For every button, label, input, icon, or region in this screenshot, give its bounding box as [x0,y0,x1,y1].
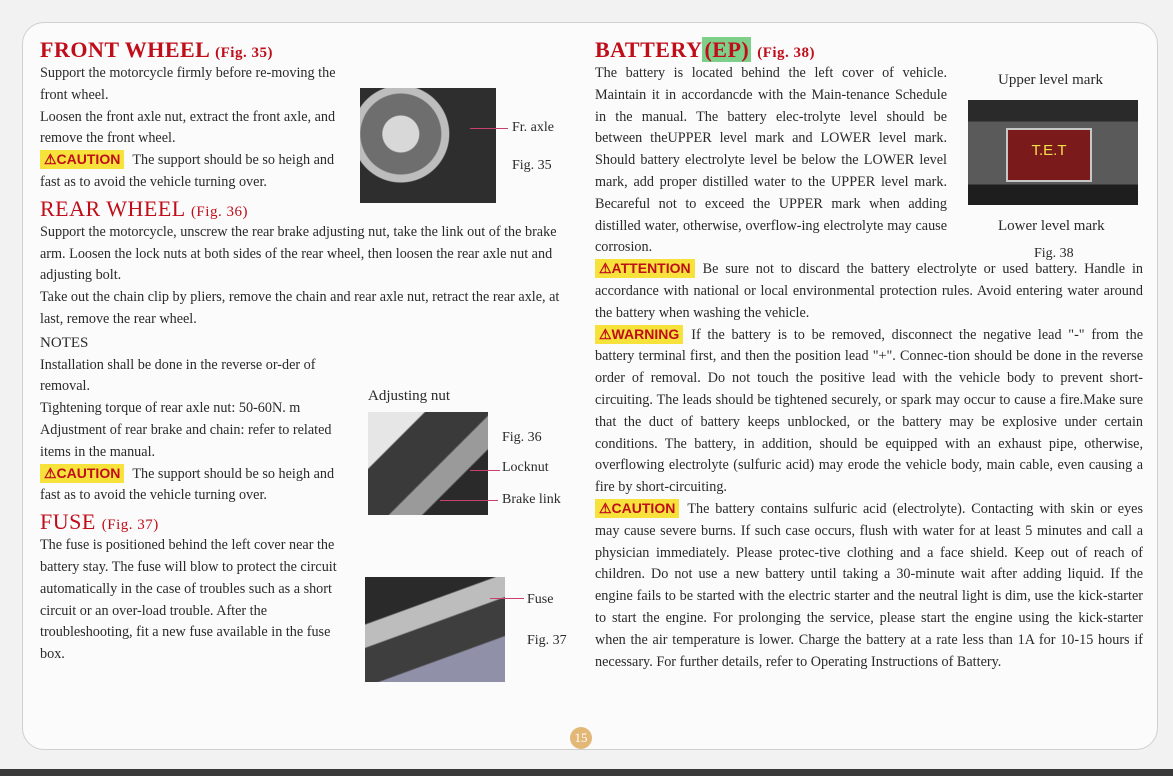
warning-text: If the battery is to be removed, disconnect the negative lead "-" from the battery terminal first, and then the position lead "+". Connec-tion should be done in the reverse order of removal. Do not touch the positive lead with the vehicle body to prevent short-circuiting. The leads should be tightened securely, or spark may occur to cause a fire.Make sure that the duct of battery keeps unblocked, or the battery may be explosive under certain conditions. The battery, in addition, should be equipped with an exhaust pipe, otherwise, overflowing electrolyte (sulfuric acid) may erode the vehicle body, main cable, even causing a fire by short-circuiting. [595,326,1143,496]
front-wheel-photo [360,88,496,203]
fuse-heading [40,509,580,535]
battery-brand-logo: T.E.T [1031,142,1067,159]
rear-wheel-heading [40,196,580,222]
battery-heading [595,37,1143,63]
page-number: 15 [570,727,592,749]
fig35-axle-label: Fr. axle [512,120,554,135]
fig36-caption: Fig. 36 [502,430,542,445]
battery-fig-ref: (Fig. 38) [757,45,816,61]
rear-wheel-caution [40,464,345,508]
fig38-lower-label: Lower level mark [998,218,1105,234]
battery-warning [595,325,1143,499]
caution-badge: ⚠CAUTION [595,499,679,518]
notes-p1: Installation shall be done in the reverse or-der of removal. [40,356,316,395]
front-wheel-fig-ref: (Fig. 35) [215,45,273,61]
front-wheel-heading [40,37,580,63]
rear-wheel-title: REAR WHEEL [40,195,185,221]
warning-badge: ⚠WARNING [595,325,683,344]
scan-edge [0,769,1173,776]
front-wheel-p2: Loosen the front axle nut, extract the front axle, and remove the front wheel. [40,108,336,147]
battery-title: BATTERY [595,37,703,62]
fig38-caption: Fig. 38 [1034,246,1074,261]
leader-line [490,598,524,599]
caution-text: The support should be so heigh and fast as to avoid the vehicle turning over. [40,152,335,190]
front-wheel-caution [40,150,345,194]
leader-line [440,500,498,501]
fuse-fig-ref: (Fig. 37) [101,517,159,534]
fig36-brake-link-label: Brake link [502,492,561,507]
fig36-locknut-label: Locknut [502,460,549,475]
caution-text: The support should be so heigh and fast as to avoid the vehicle turning over. [40,465,335,504]
leader-line [470,470,500,471]
fig35-caption: Fig. 35 [512,158,552,173]
attention-badge: ⚠ATTENTION [595,259,695,278]
battery-caution [595,499,1143,673]
rear-wheel-p1: Support the motorcycle, unscrew the rear brake adjusting nut, take the link out of the brake arm. Loosen the lock nuts at both sides of the rear wheel, then loosen the rear axle nut and adjusting bolt. [40,223,557,284]
fuse-p1: The fuse is positioned behind the left cover near the battery stay. The fuse will blow to protect the circuit automatically in the case of troubles such as a short circuit or an over-load trouble. After the troubleshooting, fit a new fuse available in the fuse box. [40,537,337,663]
front-wheel-p1: Support the motorcycle firmly before re-moving the front wheel. [40,65,336,103]
leader-line [470,128,508,129]
rear-wheel-fig-ref: (Fig. 36) [190,203,248,220]
battery-ep-tag: (EP) [704,37,750,62]
fuse-photo [365,577,505,682]
left-column [40,37,580,666]
caution-badge: ⚠CAUTION [40,464,124,483]
battery-photo [968,100,1138,205]
battery-label-panel [1006,128,1092,182]
notes-heading: NOTES [40,334,89,351]
front-wheel-title: FRONT WHEEL [40,37,210,62]
notes-p2: Tightening torque of rear axle nut: 50-60N. m Adjustment of rear brake and chain: refer to related items in the manual. [40,400,332,460]
attention-text: Be sure not to discard the battery electrolyte or used battery. Handle in accordance with national or local environmental protection rules. Avoid entering water around the battery when washing the vehicle. [595,261,1143,321]
rear-wheel-p2: Take out the chain clip by pliers, remove the chain and rear axle nut, retract the rear axle, at last, remove the rear wheel. [40,289,560,327]
fig37-caption: Fig. 37 [527,633,567,648]
fig38-upper-label: Upper level mark [998,72,1103,88]
caution-badge: ⚠CAUTION [40,150,124,169]
fuse-title: FUSE [40,509,96,535]
battery-p1: The battery is located behind the left cover of vehicle. Maintain it in accordancde with the Main-tenance Schedule in the manual. The battery elec-trolyte level should be between theUPPER level mark and LOWER level mark. Should battery electrolyte level be below the LOWER level mark, add proper distilled water to the UPPER level mark. Becareful not to exceed the UPPER mark when adding distilled water, otherwise, overflow-ing electrolyte may cause corrosion. [595,65,947,256]
caution-text: The battery contains sulfuric acid (electrolyte). Contacting with skin or eyes may cause severe burns. If such case occurs, flush with water for at least 5 minutes and call a physician immediately. Please protec-tive clothing and a face shield. Keep out of reach of children. Do not use a new battery until taking a 30-minute wait after adding liquid. If the engine fails to be started with the electric starter and the neutral light is dim, use the kick-starter to start the engine. For prolonging the service, please start the engine using the kick-starter when the air temperature is lower. Charge the battery at a rate less than 1A for 10-15 hours if necessary. For further details, refer to Operating Instructions of Battery. [595,500,1143,670]
battery-attention [595,259,1143,324]
fig36-adjusting-label: Adjusting nut [368,388,451,404]
fig37-fuse-label: Fuse [527,592,554,607]
